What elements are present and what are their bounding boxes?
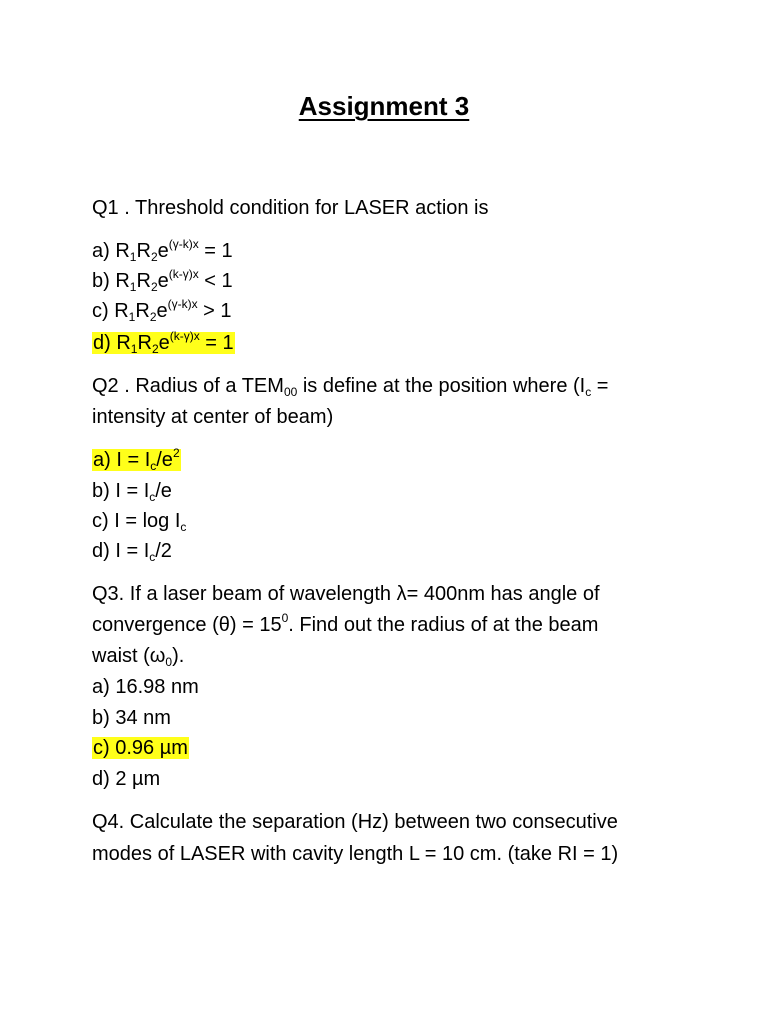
question-4-stem: Q4. Calculate the separation (Hz) between two consecutive: [92, 811, 618, 833]
question-1-option-d: [92, 328, 235, 358]
answer-highlight: c) 0.96 µm: [93, 737, 188, 759]
question-4-stem-line2: modes of LASER with cavity length L = 10 cm. (take RI = 1): [92, 843, 619, 865]
question-3-option-d: d) 2 µm: [92, 768, 161, 790]
question-2-option-c: c) $I = \log I_c$: [92, 510, 187, 534]
answer-highlight: d) $R_1R_2e^{(k-\gamma)x} = 1$: [93, 329, 234, 356]
question-1-option-c: c) $R_1R_2e^{(\gamma-k)x} > 1$: [92, 297, 232, 324]
question-3-option-c: [92, 733, 189, 763]
page-title: Assignment 3: [298, 91, 470, 121]
question-1-option-b: b) $R_1R_2e^{(k-\gamma)x} < 1$: [92, 267, 233, 294]
question-3-stem-line2: convergence $(\theta) = 15^0$. Find out the radius of at the beam: [92, 611, 599, 636]
question-1-option-a: a) $R_1R_2e^{(\gamma-k)x} = 1$: [92, 237, 233, 264]
question-2-option-a: [92, 445, 181, 475]
question-2-option-d: d) $I = I_c/2$: [92, 540, 172, 564]
answer-highlight: a) $I = I_c/e^2$: [93, 446, 180, 473]
question-2-stem: Q2 . Radius of a $TEM_{00}$ is define at the position where ($I_c$ =: [92, 375, 609, 399]
question-3-option-b: b) 34 nm: [92, 707, 171, 729]
question-3-stem: Q3. If a laser beam of wavelength λ= 400nm has angle of: [92, 583, 600, 605]
question-3-option-a: a) 16.98 nm: [92, 676, 199, 698]
question-2-option-b: b) $I = I_c/e$: [92, 480, 172, 504]
question-3-stem-line3: waist $(\omega_0)$.: [92, 645, 185, 669]
question-2-stem-line2: intensity at center of beam): [92, 406, 334, 428]
question-1-stem: Q1 . Threshold condition for LASER action is: [92, 197, 489, 219]
